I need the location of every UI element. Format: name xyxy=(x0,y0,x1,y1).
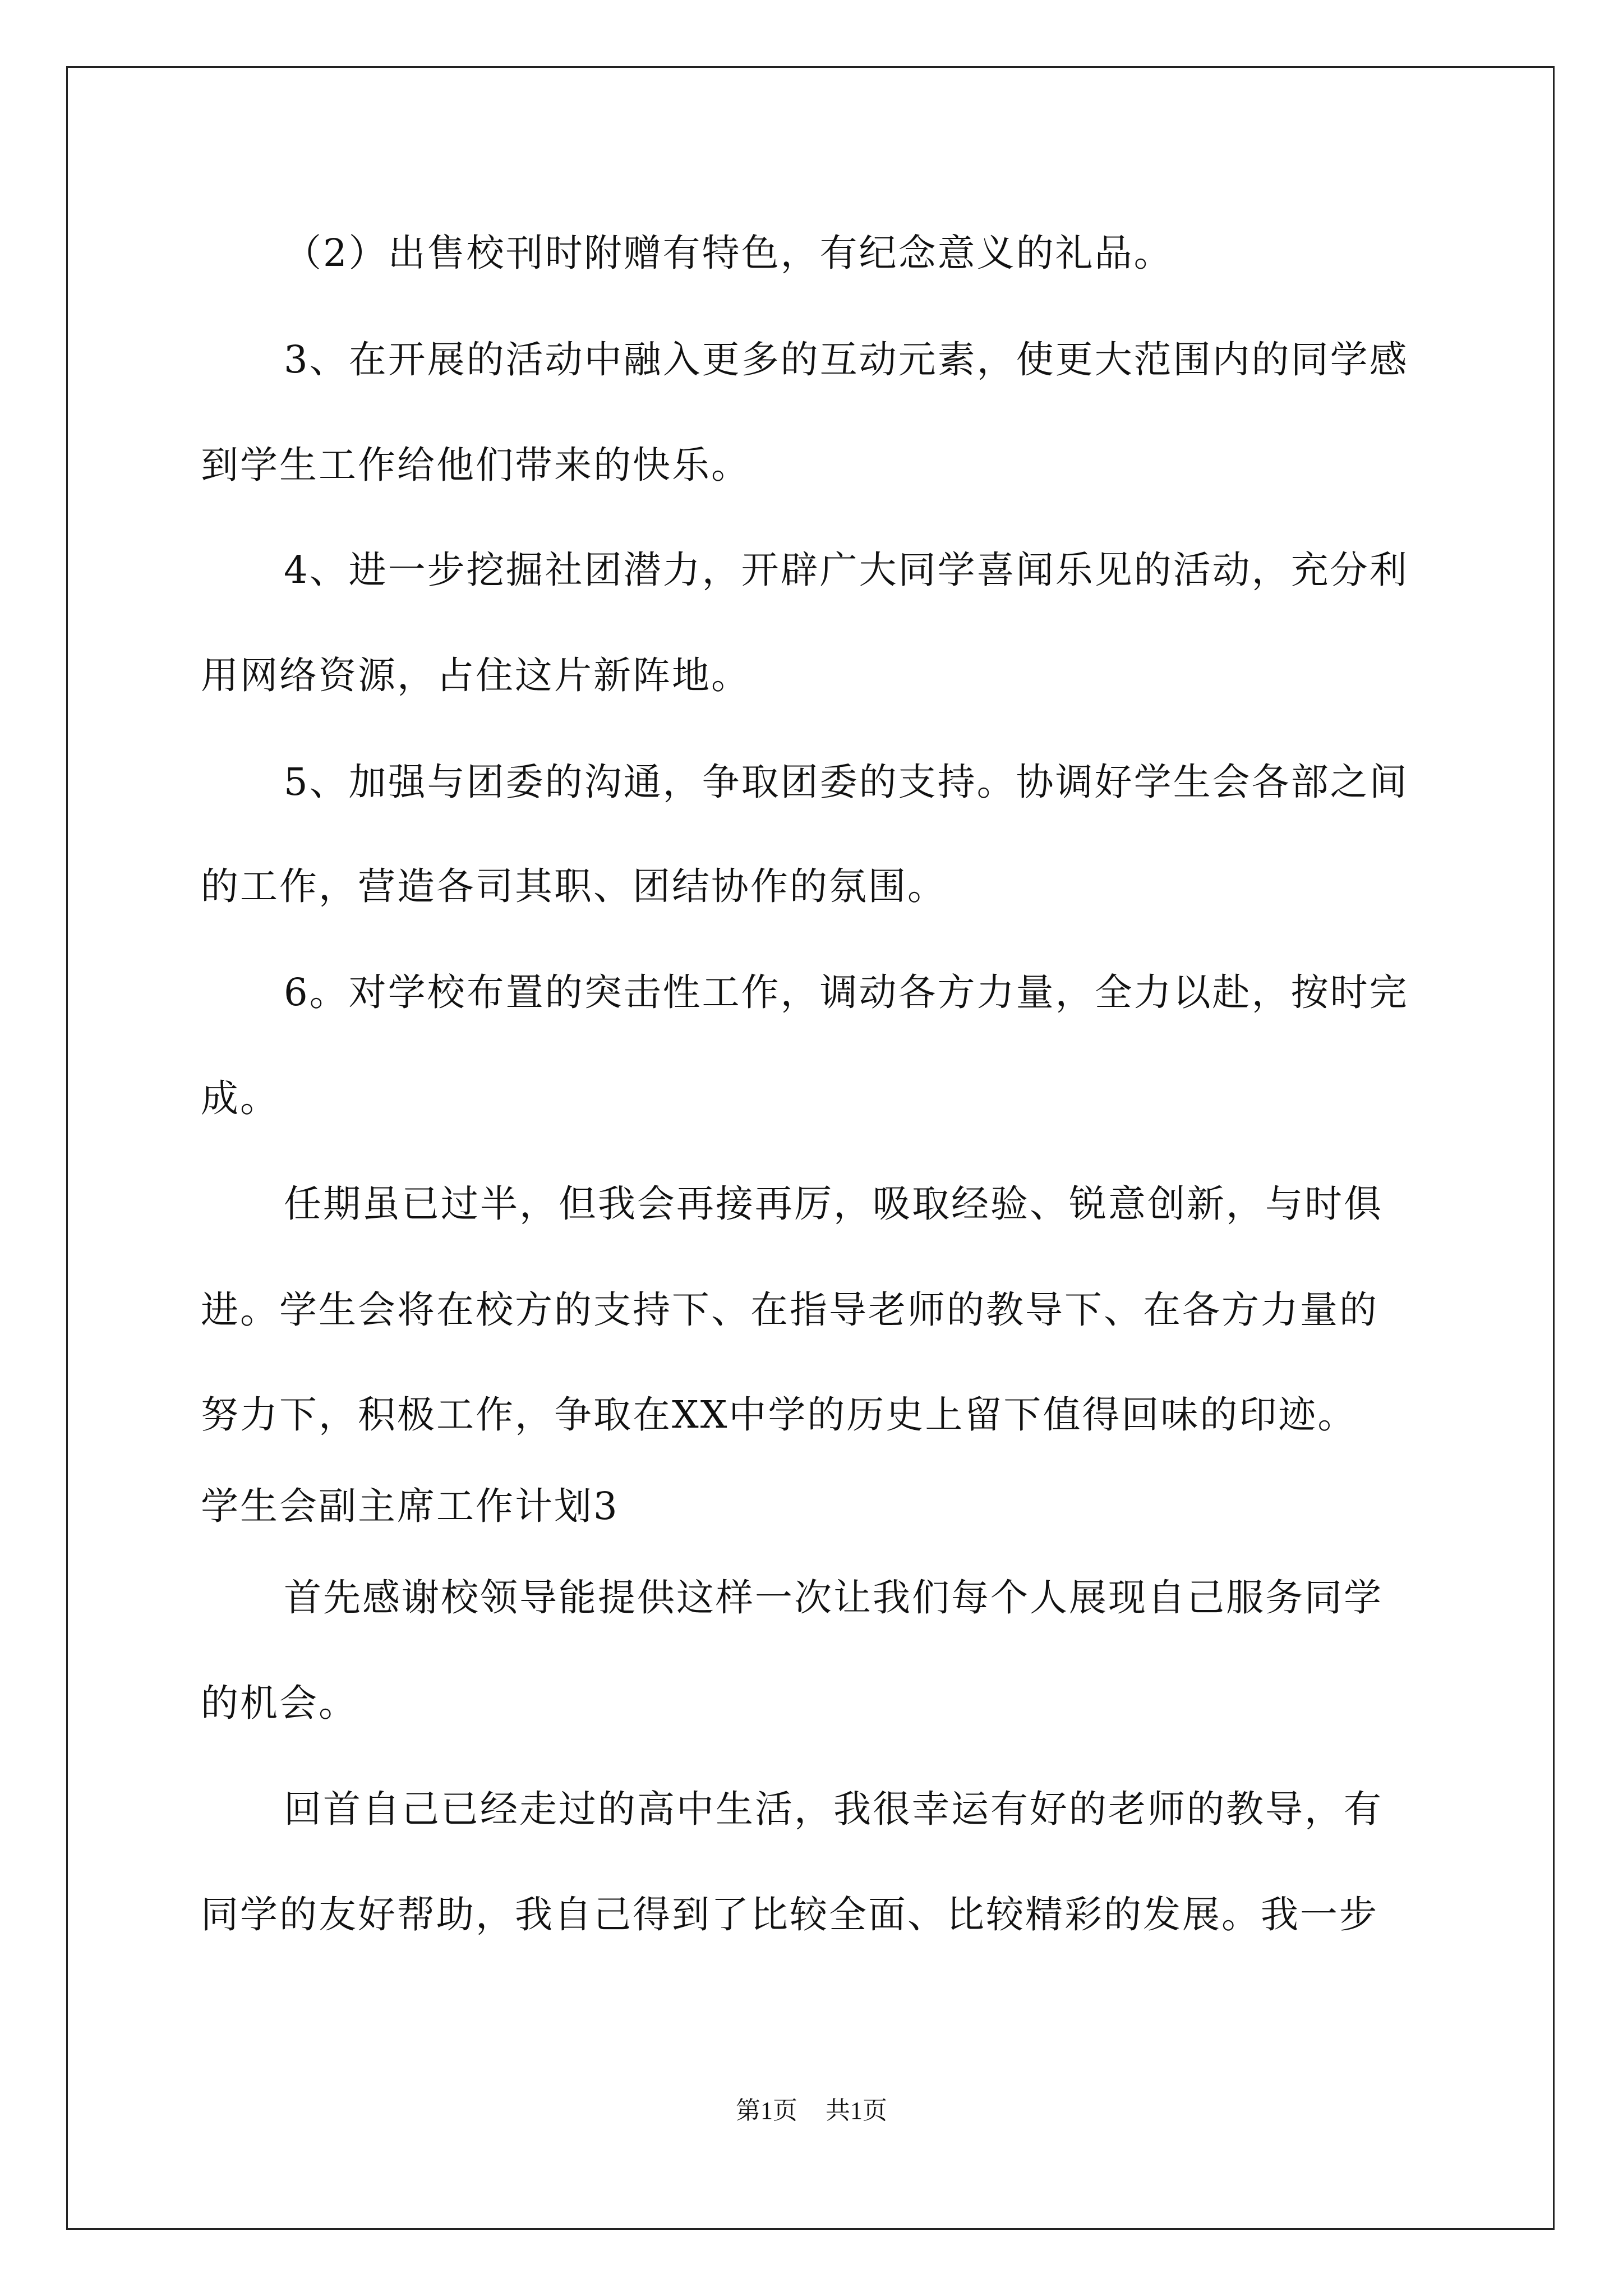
paragraph-line: 的机会。 xyxy=(201,1681,358,1725)
paragraph-line: 首先感谢校领导能提供这样一次让我们每个人展现自己服务同学 xyxy=(284,1576,1383,1619)
paragraph-line: 进。学生会将在校方的支持下、在指导老师的教导下、在各方力量的 xyxy=(201,1288,1378,1332)
paragraph-line: 到学生工作给他们带来的快乐。 xyxy=(201,443,750,487)
paragraph-line: （2）出售校刊时附赠有特色，有纪念意义的礼品。 xyxy=(284,231,1173,275)
page-total: 共1页 xyxy=(826,2097,887,2124)
paragraph-line: 用网络资源，占住这片新阵地。 xyxy=(201,654,750,697)
paragraph-line: 6。对学校布置的突击性工作，调动各方力量，全力以赴，按时完 xyxy=(284,970,1409,1014)
paragraph-line: 3、在开展的活动中融入更多的互动元素，使更大范围内的同学感 xyxy=(284,338,1409,381)
paragraph-line: 4、进一步挖掘社团潜力，开辟广大同学喜闻乐见的活动，充分利 xyxy=(284,548,1409,592)
section-heading: 学生会副主席工作计划3 xyxy=(201,1484,619,1528)
paragraph-line: 成。 xyxy=(201,1076,279,1120)
paragraph-line: 回首自己已经走过的高中生活，我很幸运有好的老师的教导，有 xyxy=(284,1787,1383,1831)
paragraph-line: 的工作，营造各司其职、团结协作的氛围。 xyxy=(201,864,947,908)
paragraph-line: 同学的友好帮助，我自己得到了比较全面、比较精彩的发展。我一步 xyxy=(201,1893,1378,1936)
page-footer xyxy=(0,2095,1623,2127)
paragraph-line: 努力下，积极工作，争取在XX中学的历史上留下值得回味的印迹。 xyxy=(201,1393,1357,1437)
paragraph-line: 5、加强与团委的沟通，争取团委的支持。协调好学生会各部之间 xyxy=(284,760,1409,804)
paragraph-line: 任期虽已过半，但我会再接再厉，吸取经验、锐意创新，与时俱 xyxy=(284,1182,1383,1226)
page-number: 第1页 xyxy=(736,2097,797,2124)
